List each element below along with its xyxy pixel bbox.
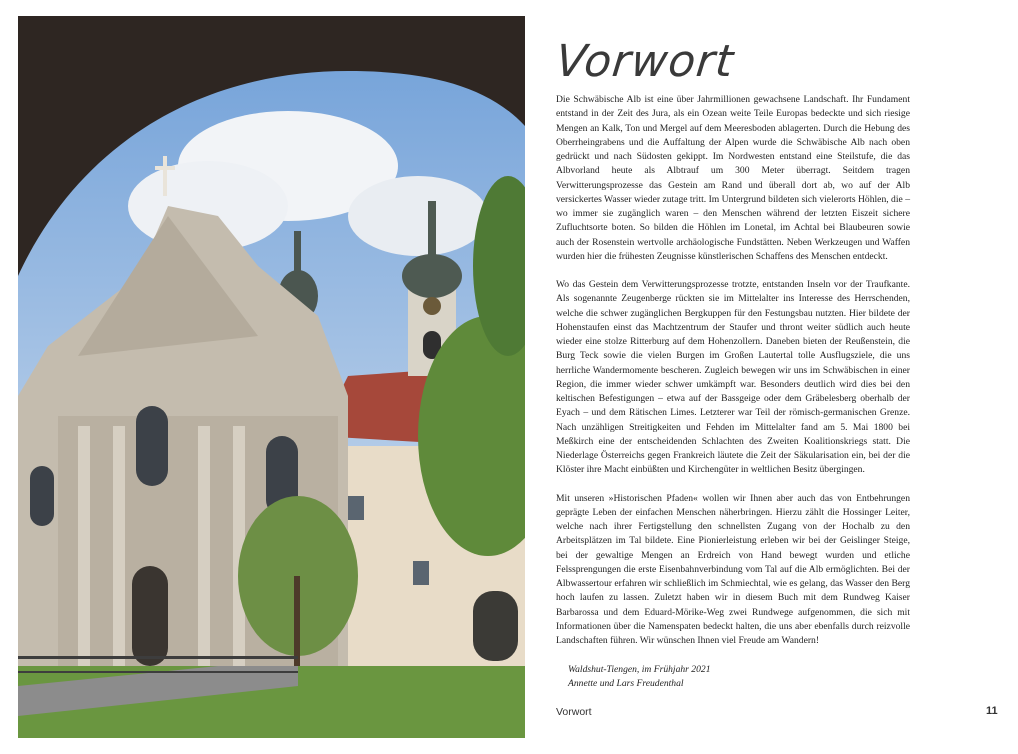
footer-section-label: Vorwort bbox=[556, 706, 592, 718]
page-number: 11 bbox=[986, 705, 998, 717]
signature-place: Waldshut-Tiengen, im Frühjahr 2021 bbox=[568, 664, 711, 675]
signature-names: Annette und Lars Freudenthal bbox=[568, 678, 684, 689]
page-title: Vorwort bbox=[553, 36, 737, 87]
church-photo bbox=[18, 16, 525, 738]
paragraph-2: Wo das Gestein dem Verwitterungsprozesse trotzte, entstanden Inseln vor der Traufkante. Als sogenannte Zeugenberge rückten sie im Mittelalter ins Interesse des Herrschenden, welche die schwer zugänglichen Bergkuppen für den Festungsbau nutzten. Hier bildete der Hohenstaufen einst das Machtzentrum der Staufer und thront weiter südlich auch heute wieder eine stolze Ritterburg auf dem Hohenzollern. Daneben bieten der Reußenstein, die Burg Teck sowie die vielen Burgen im Großen Lautertal tolle Ausflugsziele, die uns herrliche Wandermomente bescheren. Zugleich bewegen wir uns im Schwäbischen in einer Region, die immer wieder schwer umkämpft war. Besonders deutlich wird dies bei den keltischen Befestigungen – etwa auf der Bassgeige oder dem Gräbelesberg oberhalb der Eyach – und dem Rätischen Limes. Letzterer war Teil der römisch-germanischen Grenze. Nach unzähligen Streitigkeiten und Fehden im Mittelalter fand am 5. Mai 1800 bei Meßkirch eine der entscheidenden Schlachten des Zweiten Koalitionskriegs statt. Die Niederlage Österreichs gegen Frankreich läutete die Zeit der Säkularisation ein, bei der die Klöster ihre Macht einbüßten und Kirchengüter in weltlichen Besitz übergingen. bbox=[556, 279, 910, 476]
foreword-text bbox=[556, 93, 910, 662]
paragraph-1: Die Schwäbische Alb ist eine über Jahrmillionen gewachsene Landschaft. Ihr Fundament entstand in der Zeit des Jura, als ein Ozean weite Teile Europas bedeckte und sich riesige Mengen an Kalk, Ton und Mergel auf dem Meeresboden ablagerten. Durch die Hebung des Oberrheingrabens und die Auffaltung der Alpen wurde die Schwäbische Alb nach oben gedrückt und nach Südosten gekippt. Im Nordwesten entstand eine Steilstufe, die das Albvorland heute als Albtrauf um 300 Meter überragt. Seitdem tragen Verwitterungsprozesse das Gestein am Rand und überall dort ab, wo auf der Alb versickertes Wasser wieder zutage tritt. Im Untergrund bildeten sich vielerorts Höhlen, die – wo immer sie zugänglich waren – den Menschen während der letzten Eiszeit sichere Zufluchtsorte boten. So bilden die Höhlen im Lonetal, im Achtal bei Blaubeuren sowie auch der Rosenstein wertvolle archäologische Fundstätten. Neben Werkzeugen und Waffen wurden hier die frühesten Zeugnisse künstlerischen Schaffens des Menschen entdeckt. bbox=[556, 94, 910, 262]
paragraph-3: Mit unseren »Historischen Pfaden« wollen wir Ihnen aber auch das von Entbehrungen geprägte Leben der einfachen Menschen näherbringen. Hierzu zählt die Hossinger Leiter, welche nach ihrer Fertigstellung den schnellsten Zugang von der Hochalb zu den Arbeitsplätzen im Tal bildete. Eine Pionierleistung erleben wir bei der Geislinger Steige, bei der gewaltige Mengen an Erdreich von Hand bewegt wurden und etliche Felssprengungen die erste Eisenbahnverbindung vom Tal auf die Alb ermöglichten. Bei der Albwassertour erfahren wir schließlich im Schmiechtal, wie es gelang, das Wasser den Berg hoch laufen zu lassen. Zuletzt haben wir in diesem Buch mit dem Rundweg Kaiser Barbarossa und dem Eduard-Mörike-Weg zwei Rundwege aufgenommen, die sich mit Informationen über die Namenspaten bedeckt halten, die uns aber ebenfalls durch reizvolle Landschaften führen. Wir wünschen Ihnen viel Freude am Wandern! bbox=[556, 492, 910, 646]
signature-block bbox=[568, 663, 711, 691]
